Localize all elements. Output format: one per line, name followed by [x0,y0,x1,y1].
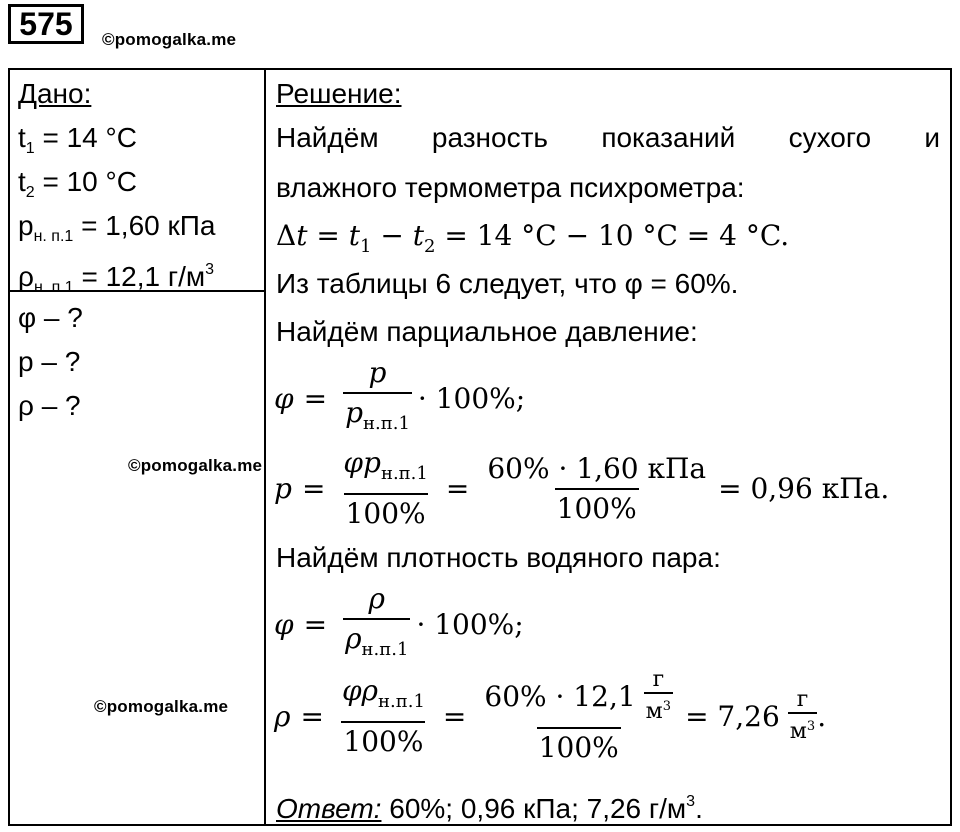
find-p: p – ? [18,346,81,377]
phi-pressure-formula: φ = $\frac{p}{p_{н.п.1}}$ · 100%; [274,356,525,441]
given-t2: $t_2 = 10$ °C [18,166,137,201]
find-rho: ρ – ? [18,390,81,421]
fraction: $\frac{\varphi\rho_{н.п.1}}{100\%}$ [341,674,425,758]
delta-equation: $\Delta t = t_1 - t_2 = 14$ °C − 10 °C = 4 °C. [276,219,790,257]
fraction: $\frac{\text{60\% · 1,60 кПа}}{100\%}$ [487,451,707,525]
fraction: $\frac{p}{p_{н.п.1}}$ [343,356,412,441]
given-t1: $t_1 = 14$ °C [18,122,137,157]
given-density: $\rho_{н. п.1} = 12,1$ $г/м^3$ [18,261,215,296]
answer-line: Ответ: 60%; 0,96 кПа; 7,26 $г/м^3$. [276,793,703,824]
watermark: ©pomogalka.me [128,456,263,475]
unit-fraction: $\frac{г}{м^3}$ [645,667,672,724]
fraction: $\frac{\varphi p_{н.п.1}}{100\%}$ [343,446,428,530]
column-divider [264,68,266,826]
pressure-calculation: p = $\frac{\varphi p_{н.п.1}}{100\%}$ = $\frac{\text{60\% · 1,60 кПа}}{100\%}$ = 0,96 кПа. [274,446,890,530]
problem-number: 575 [8,4,84,44]
solution-line-2: влажного термометра психрометра: [276,172,745,203]
unit-fraction: $\frac{г}{м^3}$ [789,687,816,744]
table-reference: Из таблицы 6 следует, что φ = 60%. [276,268,739,299]
given-title: Дано: [18,78,92,109]
density-calculation: ρ = $\frac{\varphi\rho_{н.п.1}}{100\%}$ = 60% · 12,1 $\frac{г}{м^3}$ 100% = 7,26 $\frac{г}{м^3}$ . [274,667,827,764]
fraction: $\frac{\rho}{\rho_{н.п.1}}$ [343,582,410,667]
watermark: ©pomogalka.me [94,697,229,716]
partial-pressure-title: Найдём парциальное давление: [276,316,698,347]
phi-density-formula: φ = $\frac{\rho}{\rho_{н.п.1}}$ · 100%; [274,582,524,667]
solution-line-1: Найдём разность показаний сухого и [276,122,940,153]
find-phi: φ – ? [18,302,83,333]
watermark: ©pomogalka.me [102,30,237,49]
given-pressure: $p_{н. п.1} = 1,60$ кПа [18,210,216,245]
solution-title: Решение: [276,78,402,109]
fraction: 60% · 12,1 $\frac{г}{м^3}$ 100% [484,667,672,764]
density-title: Найдём плотность водяного пара: [276,542,721,573]
